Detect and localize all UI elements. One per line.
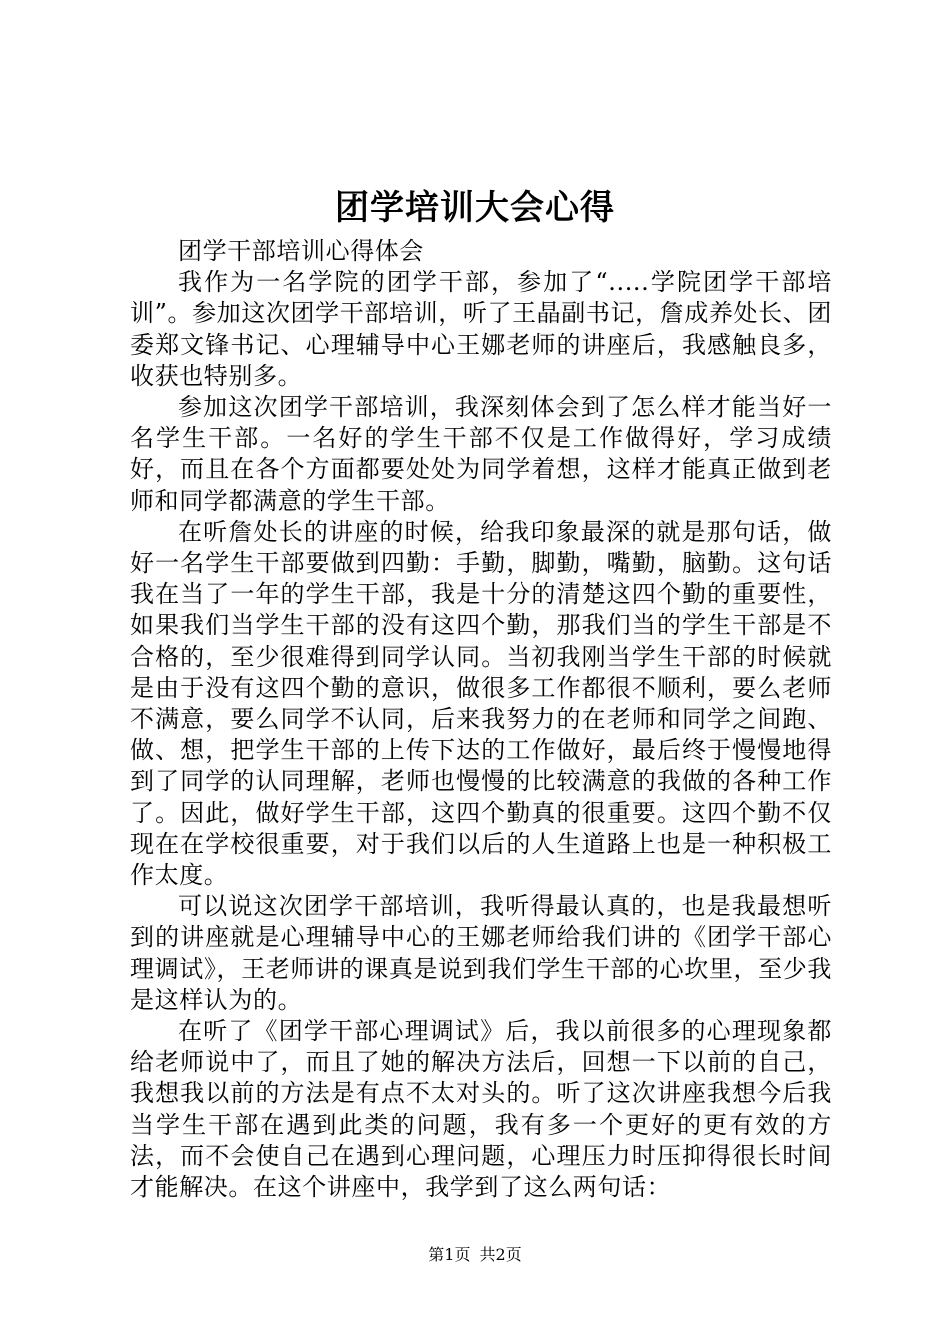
page-footer — [0, 1244, 950, 1266]
paragraph: 我作为一名学院的团学干部，参加了“.....学院团学干部培训”。参加这次团学干部培训，听了王晶副书记，詹成养处长、团委郑文锋书记、心理辅导中心王娜老师的讲座后，我感触良多，收获也特别多。 — [130, 268, 832, 390]
paragraph: 在听詹处长的讲座的时候，给我印象最深的就是那句话，做好一名学生干部要做到四勤：手勤，脚勤，嘴勤，脑勤。这句话我在当了一年的学生干部，我是十分的清楚这四个勤的重要性，如果我们当学生干部的没有这四个勤，那我们当的学生干部是不合格的，至少很难得到同学认同。当初我刚当学生干部的时候就是由于没有这四个勤的意识，做很多工作都很不顺利，要么老师不满意，要么同学不认同，后来我努力的在老师和同学之间跑、做、想，把学生干部的上传下达的工作做好，最后终于慢慢地得到了同学的认同理解，老师也慢慢的比较满意的我做的各种工作了。因此，做好学生干部，这四个勤真的很重要。这四个勤不仅现在在学校很重要，对于我们以后的人生道路上也是一种积极工作太度。 — [130, 517, 832, 890]
paragraph: 在听了《团学干部心理调试》后，我以前很多的心理现象都给老师说中了，而且了她的解决方法后，回想一下以前的自己，我想我以前的方法是有点不太对头的。听了这次讲座我想今后我当学生干部在遇到此类的问题，我有多一个更好的更有效的方法，而不会使自己在遇到心理问题，心理压力时压抑得很长时间才能解决。在这个讲座中，我学到了这么两句话： — [130, 1017, 832, 1202]
paragraph: 参加这次团学干部培训，我深刻体会到了怎么样才能当好一名学生干部。一名好的学生干部不仅是工作做得好，学习成绩好，而且在各个方面都要处处为同学着想，这样才能真正做到老师和同学都满意的学生干部。 — [130, 393, 832, 515]
paragraph: 可以说这次团学干部培训，我听得最认真的，也是我最想听到的讲座就是心理辅导中心的王娜老师给我们讲的《团学干部心理调试》，王老师讲的课真是说到我们学生干部的心坎里，至少我是这样认为的。 — [130, 892, 832, 1014]
document-title: 团学培训大会心得 — [335, 188, 615, 228]
page-number: 第1页 — [428, 1245, 471, 1264]
page-total: 共2页 — [479, 1245, 522, 1264]
document-body — [130, 236, 832, 1203]
paragraph-subtitle: 团学干部培训心得体会 — [178, 237, 424, 265]
